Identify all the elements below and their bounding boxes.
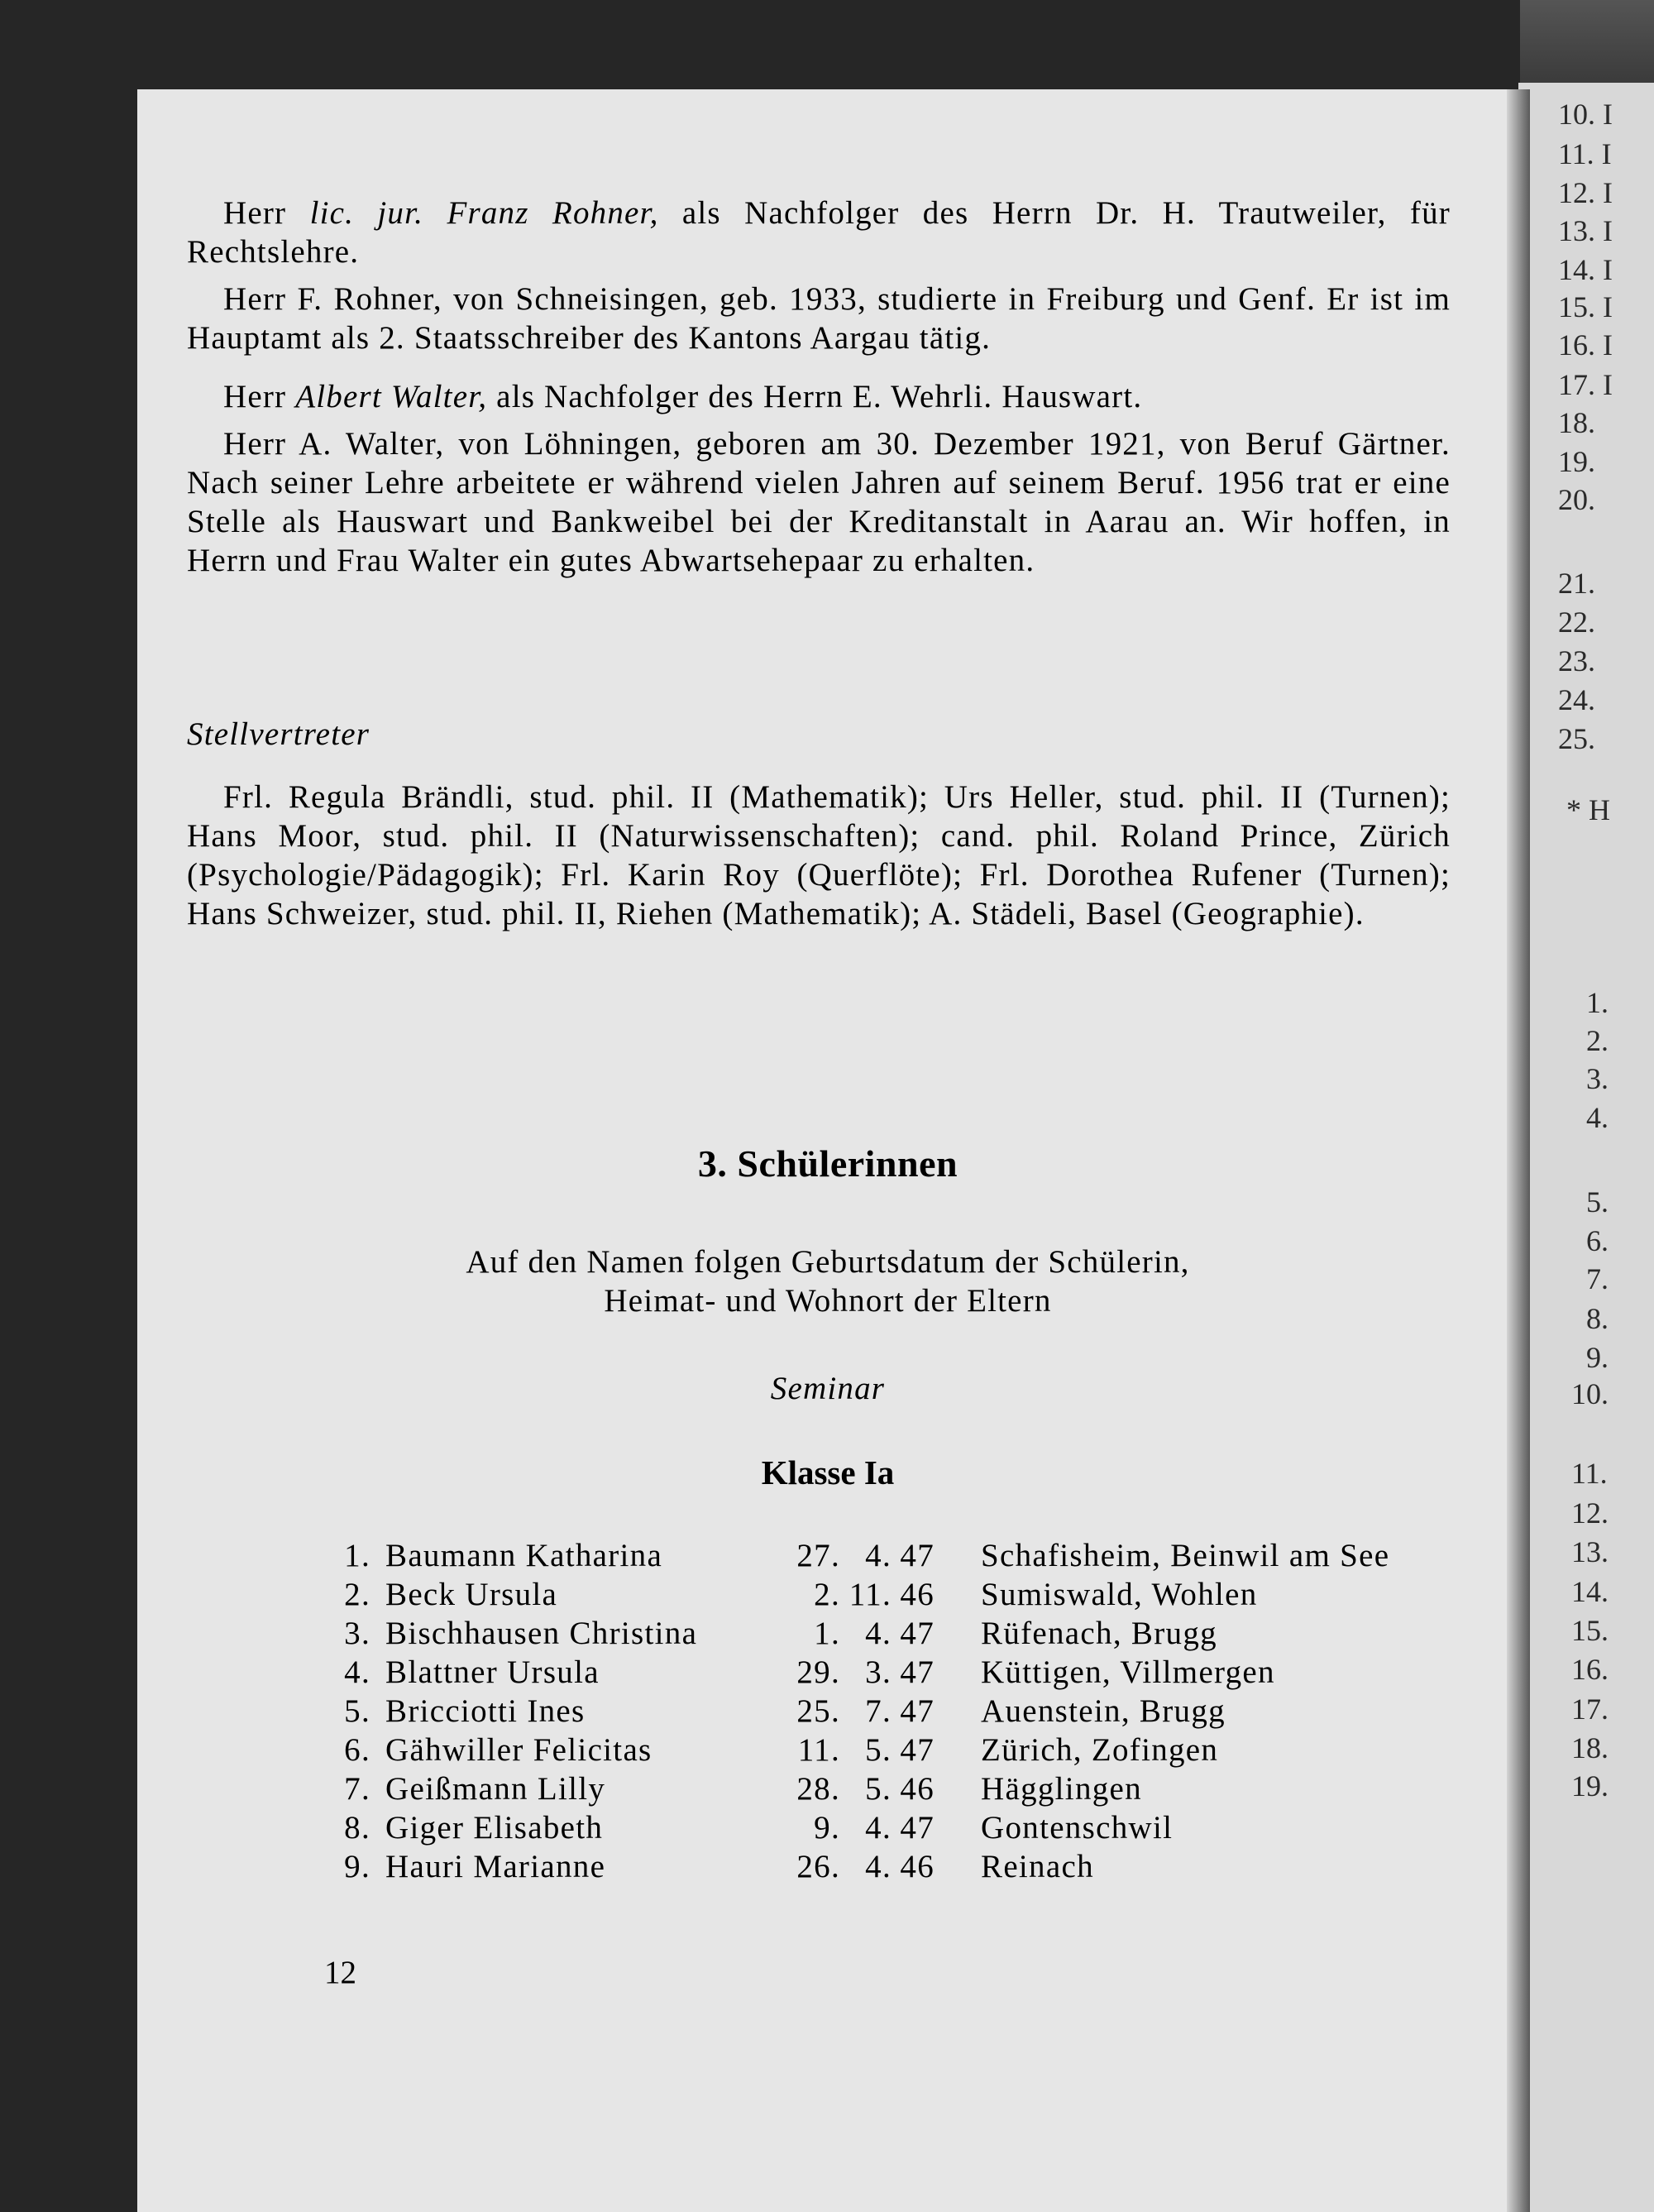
adjacent-page-fragment: 6. <box>1586 1224 1609 1257</box>
adjacent-page-fragment: 17. I <box>1558 368 1613 401</box>
staff-name-rohner: lic. jur. Franz Rohner, <box>309 195 659 231</box>
substitutes-heading: Stellvertreter <box>187 716 370 752</box>
birth-day: 9. <box>814 1810 840 1846</box>
student-name: Giger Elisabeth <box>385 1810 604 1846</box>
page-gutter <box>1507 89 1530 2212</box>
staff-text <box>187 194 1451 580</box>
birth-day: 25. <box>796 1693 840 1729</box>
student-name: Beck Ursula <box>385 1577 558 1612</box>
adjacent-page-fragment: 22. <box>1558 606 1595 639</box>
adjacent-page-fragment: 21. <box>1558 567 1595 600</box>
birth-year: 46 <box>900 1849 935 1884</box>
staff-paragraph-walter: Herr Albert Walter, als Nachfolger des Herrn E. Wehrli. Hauswart. <box>223 379 1143 414</box>
student-name: Bischhausen Christina <box>385 1616 698 1651</box>
student-row <box>0 1770 1654 1810</box>
adjacent-page-fragment: 18. <box>1558 406 1595 439</box>
adjacent-page-fragment: 7. <box>1586 1262 1609 1295</box>
book-binding <box>1520 0 1654 83</box>
student-number: 5. <box>344 1693 370 1729</box>
birth-day: 11. <box>797 1732 840 1768</box>
birth-month: 4. <box>865 1810 892 1846</box>
staff-paragraph-rohner: Herr lic. jur. Franz Rohner, als Nachfolger des Herrn Dr. H. Trautweiler, für Rechtslehre. <box>187 195 1451 270</box>
adjacent-page-fragment: 14. I <box>1558 253 1613 286</box>
adjacent-page-fragment: 9. <box>1586 1341 1609 1374</box>
adjacent-page-fragment: 19. <box>1558 445 1595 478</box>
section-subtitle <box>137 1242 1518 1320</box>
birth-day: 29. <box>796 1654 840 1690</box>
adjacent-page-fragment: 11. I <box>1558 137 1612 170</box>
student-name: Bricciotti Ines <box>385 1693 586 1729</box>
student-places: Gontenschwil <box>981 1810 1174 1846</box>
student-number: 4. <box>344 1654 370 1690</box>
section-title: 3. Schülerinnen <box>697 1142 958 1185</box>
student-number: 3. <box>344 1616 370 1651</box>
birth-year: 47 <box>900 1810 935 1846</box>
adjacent-page-fragment: 12. I <box>1558 176 1613 209</box>
adjacent-page-fragment: 1. <box>1586 986 1609 1019</box>
substitutes-paragraph: Frl. Regula Brändli, stud. phil. II (Mathematik); Urs Heller, stud. phil. II (Turnen); Hans Moor, stud. phil. II (Naturwissenschaften); cand. phil. Roland Prince, Zürich (Psychologie/Pädagogik); Frl. Karin Roy (Querflöte); Frl. Dorothea Rufener (Turnen); Hans Schweizer, stud. phil. II, Riehen (Mathematik); A. Städeli, Basel (Geographie). <box>187 779 1451 931</box>
seminar-heading: Seminar <box>770 1371 886 1406</box>
student-number: 6. <box>344 1732 370 1768</box>
class-heading: Klasse Ia <box>761 1453 895 1491</box>
birth-day: 2. <box>814 1577 840 1612</box>
birth-day: 26. <box>796 1849 840 1884</box>
adjacent-page-fragment: * H <box>1566 793 1610 826</box>
adjacent-page-fragment: 5. <box>1586 1185 1609 1219</box>
adjacent-page-fragment: 14. <box>1571 1575 1609 1608</box>
birth-month: 7. <box>865 1693 892 1729</box>
birth-year: 47 <box>900 1732 935 1768</box>
student-name: Hauri Marianne <box>385 1849 606 1884</box>
student-places: Hägglingen <box>981 1771 1142 1807</box>
birth-year: 47 <box>900 1616 935 1651</box>
student-places: Zürich, Zofingen <box>981 1732 1219 1768</box>
student-name: Blattner Ursula <box>385 1654 600 1690</box>
student-row <box>0 1848 1654 1888</box>
substitutes-text <box>187 778 1451 933</box>
birth-month: 11. <box>849 1577 892 1612</box>
section-subtitle-line-1: Auf den Namen folgen Geburtsdatum der Schülerin, <box>466 1244 1190 1280</box>
birth-month: 5. <box>865 1771 892 1807</box>
adjacent-page-fragment: 25. <box>1558 722 1595 755</box>
adjacent-page-fragment: 12. <box>1571 1496 1609 1530</box>
adjacent-page-fragment: 23. <box>1558 644 1595 677</box>
student-row <box>0 1693 1654 1732</box>
birth-year: 46 <box>900 1771 935 1807</box>
birth-month: 3. <box>865 1654 892 1690</box>
birth-day: 28. <box>796 1771 840 1807</box>
adjacent-page-fragment: 16. I <box>1558 328 1613 361</box>
adjacent-page-fragment: 20. <box>1558 483 1595 516</box>
adjacent-page-fragment: 16. <box>1571 1653 1609 1686</box>
student-number: 8. <box>344 1810 370 1846</box>
birth-year: 47 <box>900 1654 935 1690</box>
student-places: Küttigen, Villmergen <box>981 1654 1275 1690</box>
student-places: Schafisheim, Beinwil am See <box>981 1538 1390 1573</box>
student-places: Auenstein, Brugg <box>981 1693 1226 1729</box>
adjacent-page-fragment: 18. <box>1571 1731 1609 1764</box>
adjacent-page-fragment: 8. <box>1586 1302 1609 1335</box>
page-number: 12 <box>324 1955 356 1990</box>
student-name: Geißmann Lilly <box>385 1771 606 1807</box>
adjacent-page-edge <box>1518 83 1654 2212</box>
birth-year: 47 <box>900 1538 935 1573</box>
adjacent-page-fragment: 10. <box>1571 1377 1609 1410</box>
student-row <box>0 1809 1654 1849</box>
student-name: Gähwiller Felicitas <box>385 1732 653 1768</box>
staff-name-walter: Albert Walter, <box>295 379 488 414</box>
adjacent-page-fragment: 17. <box>1571 1693 1609 1726</box>
student-places: Rüfenach, Brugg <box>981 1616 1217 1651</box>
section-subtitle-line-2: Heimat- und Wohnort der Eltern <box>604 1283 1052 1319</box>
student-row <box>0 1576 1654 1616</box>
birth-year: 46 <box>900 1577 935 1612</box>
birth-month: 4. <box>865 1538 892 1573</box>
student-number: 7. <box>344 1771 370 1807</box>
birth-day: 27. <box>796 1538 840 1573</box>
adjacent-page-fragment: 13. I <box>1558 214 1613 247</box>
student-number: 2. <box>344 1577 370 1612</box>
birth-month: 4. <box>865 1849 892 1884</box>
adjacent-page-fragment: 15. I <box>1558 290 1613 323</box>
adjacent-page-fragment: 10. I <box>1558 98 1613 131</box>
student-row <box>0 1615 1654 1654</box>
student-row <box>0 1731 1654 1771</box>
student-number: 9. <box>344 1849 370 1884</box>
staff-bio-rohner: Herr F. Rohner, von Schneisingen, geb. 1933, studierte in Freiburg und Genf. Er ist im Hauptamt als 2. Staatsschreiber des Kantons Aargau tätig. <box>187 281 1451 356</box>
birth-day: 1. <box>814 1616 840 1651</box>
adjacent-page-fragment: 3. <box>1586 1062 1609 1095</box>
student-number: 1. <box>344 1538 370 1573</box>
birth-year: 47 <box>900 1693 935 1729</box>
student-places: Reinach <box>981 1849 1094 1884</box>
adjacent-page-fragment: 19. <box>1571 1769 1609 1803</box>
student-row <box>0 1654 1654 1693</box>
student-places: Sumiswald, Wohlen <box>981 1577 1258 1612</box>
student-name: Baumann Katharina <box>385 1538 663 1573</box>
adjacent-page-fragment: 13. <box>1571 1535 1609 1568</box>
staff-bio-walter: Herr A. Walter, von Löhningen, geboren am 30. Dezember 1921, von Beruf Gärtner. Nach seiner Lehre arbeitete er während vielen Jahren auf seinem Beruf. 1956 trat er eine Stelle als Hauswart und Bankweibel bei der Kreditanstalt in Aarau an. Wir hoffen, in Herrn und Frau Walter ein gutes Abwartsehepaar zu erhalten. <box>187 426 1451 578</box>
adjacent-page-fragment: 24. <box>1558 683 1595 716</box>
adjacent-page-fragment: 4. <box>1586 1101 1609 1134</box>
birth-month: 5. <box>865 1732 892 1768</box>
adjacent-page-fragment: 15. <box>1571 1614 1609 1647</box>
adjacent-page-fragment: 11. <box>1571 1457 1608 1490</box>
student-row <box>0 1537 1654 1577</box>
birth-month: 4. <box>865 1616 892 1651</box>
adjacent-page-fragment: 2. <box>1586 1024 1609 1057</box>
